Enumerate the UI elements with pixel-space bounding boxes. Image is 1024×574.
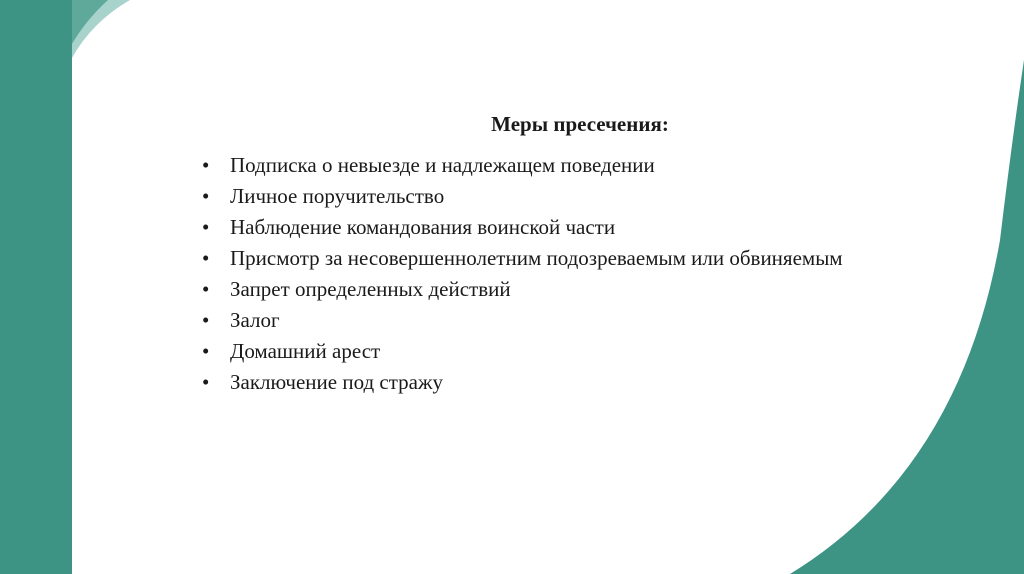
- list-item: [200, 336, 960, 367]
- list-item: [200, 212, 960, 243]
- list-item-text: Залог: [230, 308, 280, 332]
- bullet-icon: •: [202, 277, 210, 301]
- bullet-icon: •: [202, 308, 210, 332]
- measures-list: [200, 150, 960, 398]
- list-item-text: Запрет определенных действий: [230, 277, 511, 301]
- list-item-text: Присмотр за несовершеннолетним подозреваемым или обвиняемым: [230, 246, 843, 270]
- bullet-icon: •: [202, 215, 210, 239]
- list-item-text: Заключение под стражу: [230, 370, 443, 394]
- bullet-icon: •: [202, 246, 210, 270]
- bullet-icon: •: [202, 153, 210, 177]
- list-item: [200, 305, 960, 336]
- bullet-icon: •: [202, 184, 210, 208]
- list-item: [200, 150, 960, 181]
- slide-title: Меры пресечения:: [491, 112, 669, 136]
- list-item: [200, 243, 960, 274]
- list-item: [200, 181, 960, 212]
- slide-content: [200, 0, 960, 574]
- bullet-icon: •: [202, 370, 210, 394]
- list-item-text: Домашний арест: [230, 339, 381, 363]
- left-accent-band: [0, 0, 72, 574]
- list-item-text: Наблюдение командования воинской части: [230, 215, 616, 239]
- list-item: [200, 274, 960, 305]
- list-item-text: Личное поручительство: [230, 184, 445, 208]
- list-item: [200, 367, 960, 398]
- list-item-text: Подписка о невыезде и надлежащем поведении: [230, 153, 655, 177]
- bullet-icon: •: [202, 339, 210, 363]
